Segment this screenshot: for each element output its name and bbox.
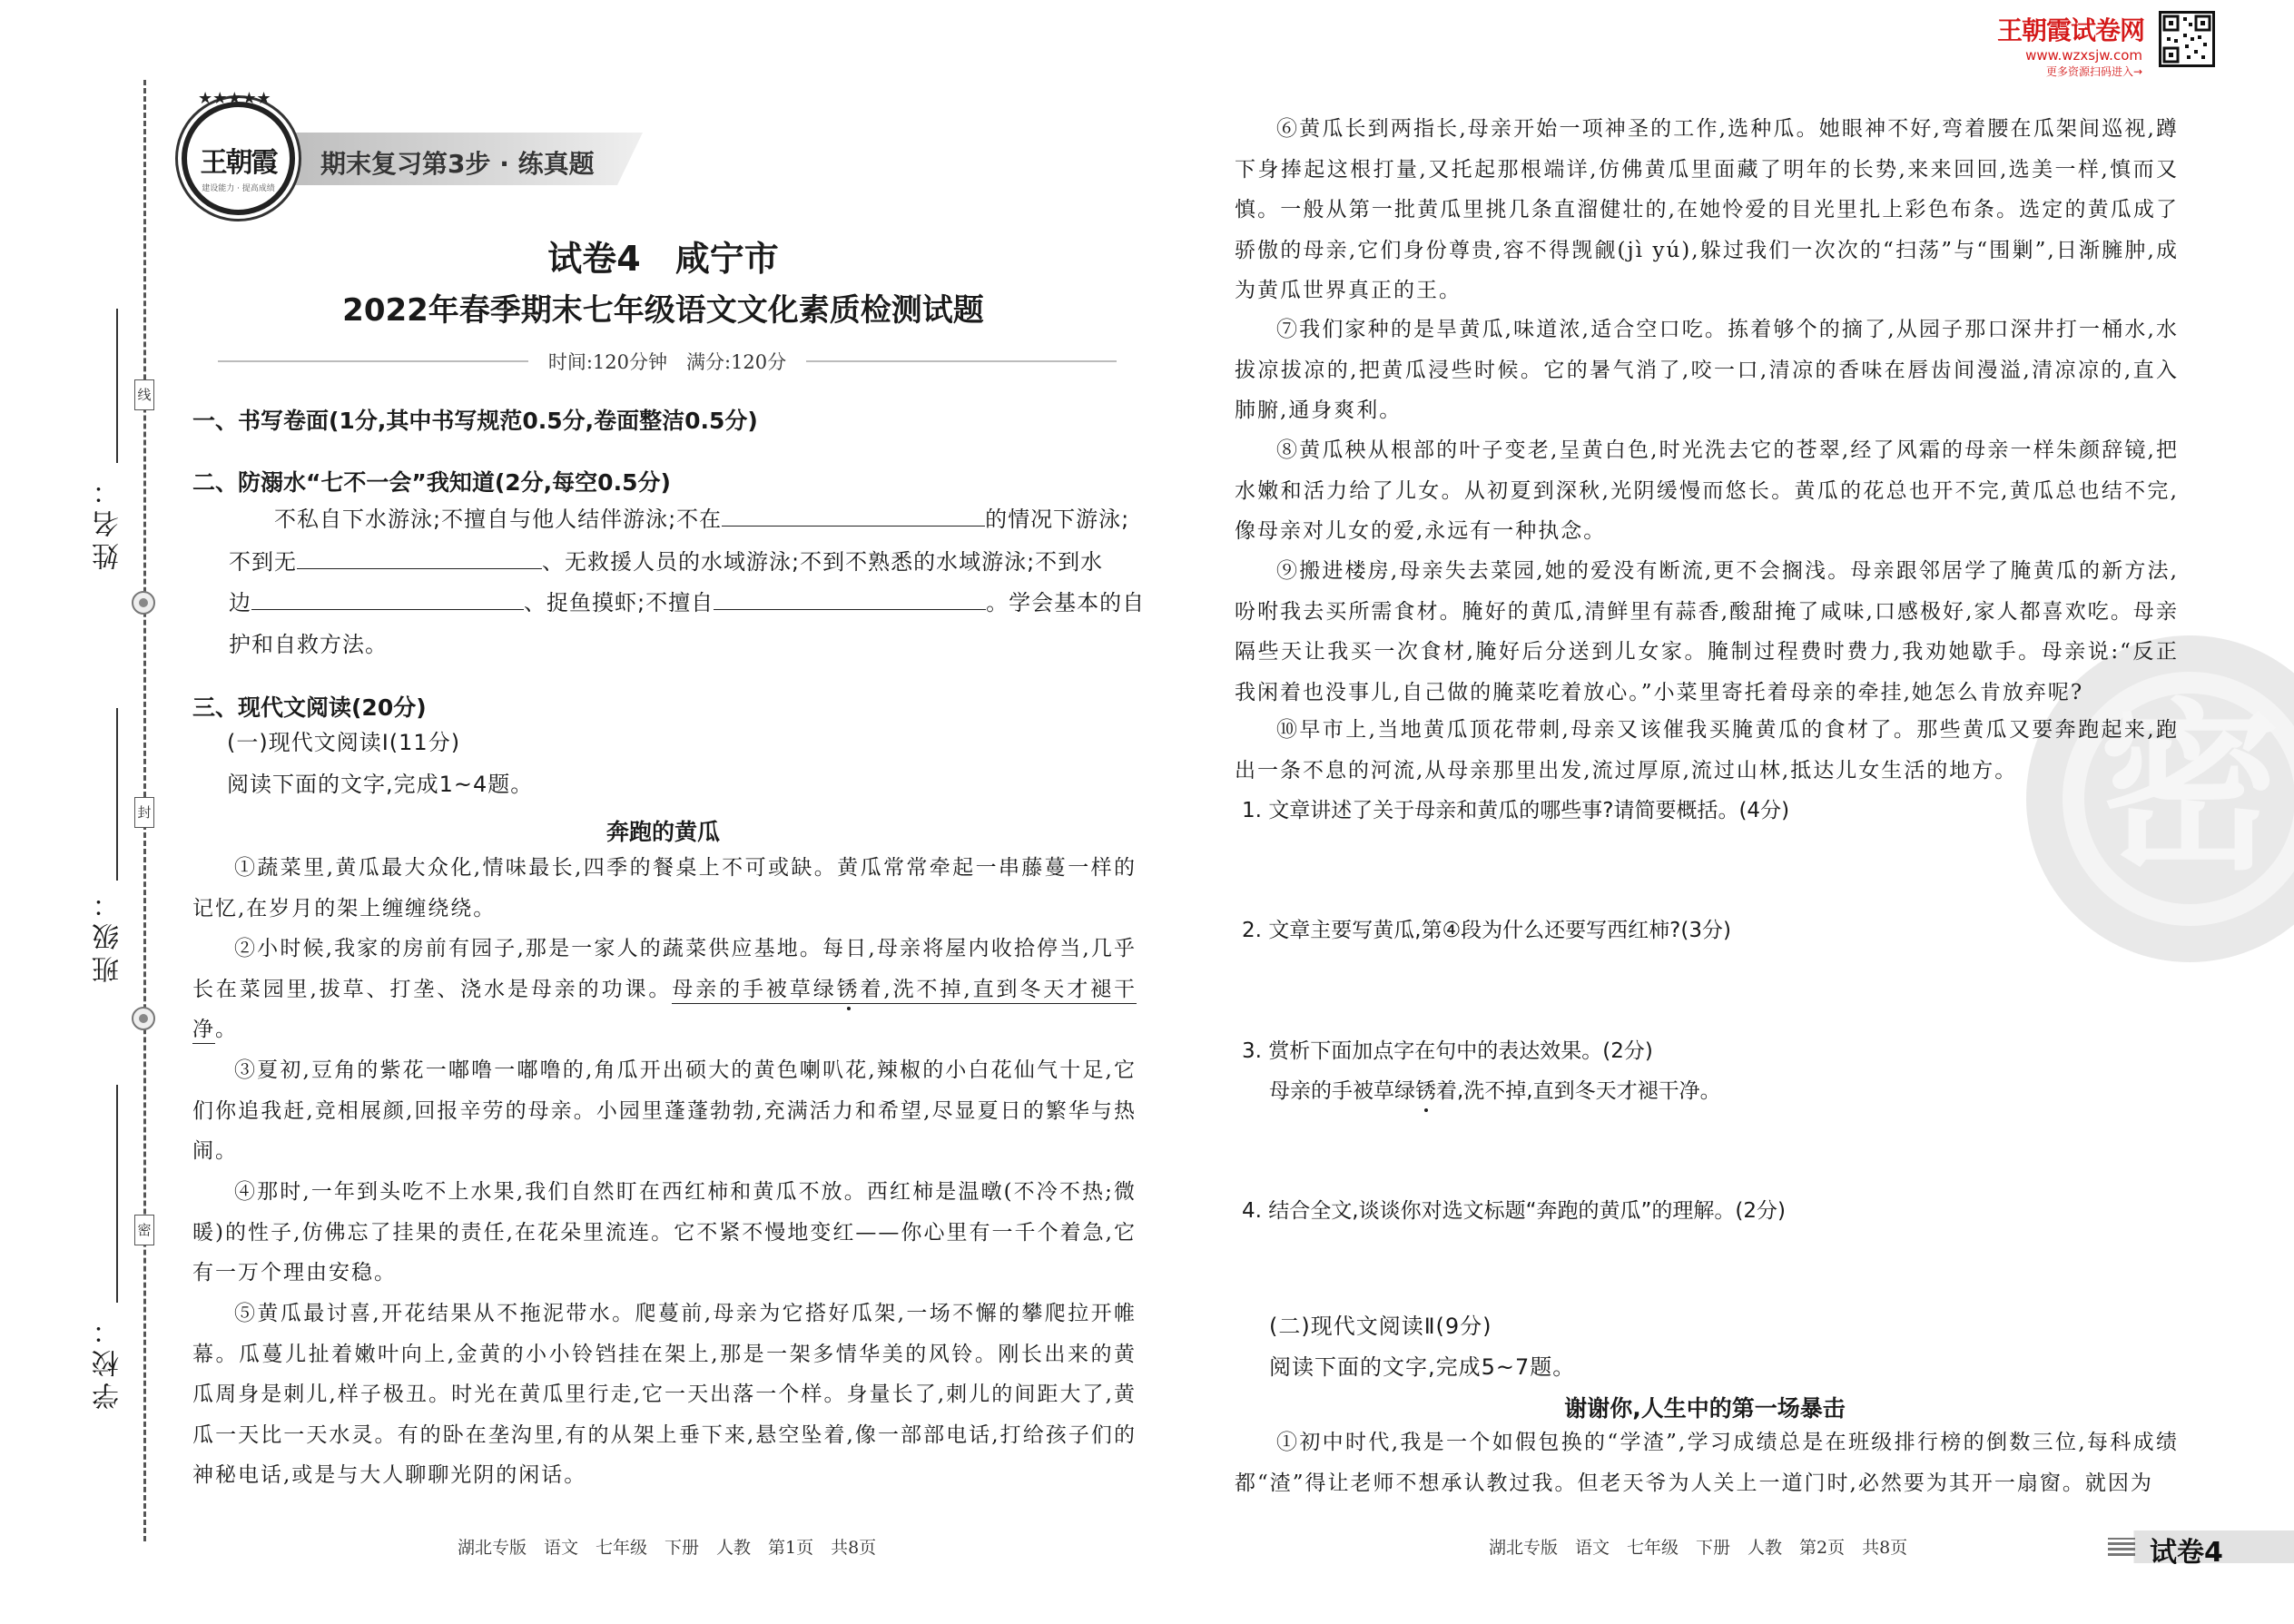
p2-dotted-char: 锈 bbox=[836, 977, 861, 1001]
fill-line-4: 护和自救方法。 bbox=[229, 632, 388, 657]
fill-blank-2[interactable] bbox=[297, 546, 542, 569]
fill-line-3 bbox=[229, 586, 1145, 619]
fill-text: 不私自下水游泳;不擅自与他人结伴游泳;不在 bbox=[274, 507, 723, 532]
p2-underlined-b: 着,洗不掉,直到冬天才褪干净 bbox=[192, 977, 1137, 1041]
name-label: 姓名： bbox=[93, 472, 124, 570]
article-1-p9: ⑨搬进楼房,母亲失去菜园,她的爱没有断流,更不会搁浅。母亲跟邻居学了腌黄瓜的新方法,吩咐我去买所需食材。腌好的黄瓜,清鲜里有蒜香,酸甜掩了咸味,口感极好,家人都喜欢吃。母亲隔些天让我买一次食材,腌好后分送到儿女家。腌制过程费时费力,我劝她歇手。母亲说:“反正我闲着也没事儿,自己做的腌菜吃着放心。”小菜里寄托着母亲的牵挂,她怎么肯放弃呢? bbox=[1235, 559, 2179, 704]
article-1-p2 bbox=[192, 929, 1137, 1050]
logo-subtext: 建设能力 · 提高成绩 bbox=[202, 184, 275, 193]
article-1-p5: ⑤黄瓜最讨喜,开花结果从不拖泥带水。爬蔓前,母亲为它搭好瓜架,一场不懈的攀爬拉开帷幕。瓜蔓儿扯着嫩叶向上,金黄的小小铃铛挂在架上,那是一架多情华美的风铃。刚长出来的黄瓜周身是刺儿,样子极丑。时光在黄瓜里行走,它一天出落一个样。身量长了,刺儿的间距大了,黄瓜一天比一天水灵。有的卧在垄沟里,有的从架上垂下来,悬空坠着,像一部部电话,打给孩子们的神秘电话,或是与大人聊聊光阴的闲话。 bbox=[192, 1302, 1137, 1487]
logo-stars-icon: ★★★★★ bbox=[198, 89, 271, 108]
reading-1-instruction: 阅读下面的文字,完成1~4题。 bbox=[227, 772, 534, 797]
fill-line-2 bbox=[229, 546, 1103, 578]
reading-2-heading: (二)现代文阅读Ⅱ(9分) bbox=[1269, 1314, 1492, 1339]
article-1-p8: ⑧黄瓜秧从根部的叶子变老,呈黄白色,时光洗去它的苍翠,经了风霜的母亲一样朱颜辞镜,把水嫩和活力给了儿女。从初夏到深秋,光阴缓慢而悠长。黄瓜的花总也开不完,黄瓜总也结不完,像母亲对儿女的爱,永远有一种执念。 bbox=[1235, 438, 2179, 543]
school-label: 学校： bbox=[93, 1312, 124, 1410]
binding-hole-icon bbox=[132, 591, 155, 615]
article-1-title: 奔跑的黄瓜 bbox=[605, 819, 720, 845]
logo-text: 王朝霞 bbox=[200, 147, 277, 179]
brand-tip: 更多资源扫码进入→ bbox=[2045, 65, 2142, 78]
step-banner-text: 期末复习第3步 · 练真题 bbox=[320, 149, 595, 179]
paper-number: 试卷4 bbox=[2150, 1537, 2223, 1569]
quote-c: 着,洗不掉,直到冬天才褪干净。 bbox=[1436, 1079, 1721, 1103]
brand-block[interactable] bbox=[1997, 11, 2145, 79]
exam-meta bbox=[218, 343, 1117, 379]
article-1-p10: ⑩早市上,当地黄瓜顶花带刺,母亲又该催我买腌黄瓜的食材了。那些黄瓜又要奔跑起来,跑出一条不息的河流,从母亲那里出发,流过厚原,流过山林,抵达儿女生活的地方。 bbox=[1235, 718, 2179, 782]
class-label: 班级： bbox=[93, 885, 124, 983]
section-1-heading: 一、书写卷面(1分,其中书写规范0.5分,卷面整洁0.5分) bbox=[192, 408, 758, 434]
fill-blank-1[interactable] bbox=[722, 503, 985, 527]
fill-line-1 bbox=[274, 503, 1129, 536]
article-1-p6: ⑥黄瓜长到两指长,母亲开始一项神圣的工作,选种瓜。她眼神不好,弯着腰在瓜架间巡视,蹲下身捧起这根打量,又托起那根端详,仿佛黄瓜里面藏了明年的长势,来来回回,选美一样,慎而又慎。一般从第一批黄瓜里挑几条直溜健壮的,在她怜爱的目光里扎上彩色布条。选定的黄瓜成了骄傲的母亲,它们身份尊贵,容不得觊觎(jì yú),躲过我们一次次的“扫荡”与“围剿”,日渐臃肿,成为黄瓜世界真正的王。 bbox=[1235, 117, 2179, 302]
article-2-p1: ①初中时代,我是一个如假包换的“学渣”,学习成绩总是在班级排行榜的倒数三位,每科成绩都“渣”得让老师不想承认教过我。但老天爷为人关上一道门时,必然要为其开一扇窗。就因为 bbox=[1235, 1431, 2179, 1495]
seal-char-xian: 线 bbox=[134, 379, 154, 410]
fill-blank-4[interactable] bbox=[714, 586, 986, 610]
watermark-glyph: 密 bbox=[2098, 684, 2280, 895]
question-3-quote bbox=[1269, 1074, 1721, 1104]
p2-end: 。 bbox=[215, 1018, 238, 1041]
article-1-p4: ④那时,一年到头吃不上水果,我们自然盯在西红柿和黄瓜不放。西红柿是温暾(不冷不热;微暖)的性子,仿佛忘了挂果的责任,在花朵里流连。它不紧不慢地变红——你心里有一千个着急,它有一万个理由安稳。 bbox=[192, 1180, 1137, 1284]
reading-2-instruction: 阅读下面的文字,完成5~7题。 bbox=[1269, 1354, 1576, 1380]
fill-text: 、捉鱼摸虾;不擅自 bbox=[524, 590, 714, 615]
exam-time-score: 时间:120分钟 满分:120分 bbox=[547, 351, 787, 373]
seal-char-feng: 封 bbox=[134, 797, 154, 828]
page-footer-left: 湖北专版 语文 七年级 下册 人教 第1页 共8页 bbox=[458, 1538, 877, 1558]
binding-hole-icon bbox=[132, 1007, 155, 1030]
fill-text: 不到无 bbox=[229, 549, 297, 575]
question-2: 2. 文章主要写黄瓜,第④段为什么还要写西红柿?(3分) bbox=[1242, 919, 1731, 942]
quote-a: 母亲的手被草绿 bbox=[1269, 1079, 1415, 1103]
article-1-p7: ⑦我们家种的是旱黄瓜,味道浓,适合空口吃。拣着够个的摘了,从园子那口深井打一桶水,水拔凉拔凉的,把黄瓜浸些时候。它的暑气消了,咬一口,清凉的香味在唇齿间漫溢,清凉凉的,直入肺腑,通身爽利。 bbox=[1235, 318, 2179, 422]
page-footer-right: 湖北专版 语文 七年级 下册 人教 第2页 共8页 bbox=[1489, 1538, 1908, 1558]
binding-margin bbox=[0, 0, 172, 1624]
publisher-logo bbox=[182, 102, 295, 215]
school-field[interactable] bbox=[116, 1085, 118, 1303]
fill-text: 。学会基本的自 bbox=[986, 590, 1146, 615]
paper-number-tag bbox=[2108, 1530, 2294, 1569]
fill-blank-3[interactable] bbox=[251, 586, 524, 610]
exam-title: 试卷4 咸宁市 bbox=[547, 239, 779, 279]
p2-underlined-a: 母亲的手被草绿 bbox=[672, 977, 837, 1001]
class-field[interactable] bbox=[116, 708, 118, 881]
exam-subtitle: 2022年春季期末七年级语文文化素质检测试题 bbox=[342, 292, 984, 329]
reading-1-heading: (一)现代文阅读Ⅰ(11分) bbox=[227, 730, 461, 755]
p2-text: ②小时候,我家的房前有园子,那是一家人的蔬菜供应基地。每日,母亲将屋内收拾停当,几乎长在菜园里,拔草、打垄、浇水是母亲的功课。 bbox=[192, 937, 1137, 1001]
fill-text: 边 bbox=[229, 590, 251, 615]
name-field[interactable] bbox=[116, 309, 118, 463]
seal-char-mi: 密 bbox=[134, 1215, 154, 1245]
qr-code-icon[interactable] bbox=[2159, 11, 2215, 67]
fill-text: 、无救援人员的水域游泳;不到不熟悉的水域游泳;不到水 bbox=[542, 549, 1104, 575]
hatch-icon bbox=[2108, 1538, 2135, 1556]
article-1-p1: ①蔬菜里,黄瓜最大众化,情味最长,四季的餐桌上不可或缺。黄瓜常常牵起一串藤蔓一样的记忆,在岁月的架上缠缠绕绕。 bbox=[192, 856, 1137, 920]
brand-url[interactable]: www.wzxsjw.com bbox=[2025, 47, 2142, 64]
divider bbox=[218, 360, 528, 362]
section-3-heading: 三、现代文阅读(20分) bbox=[192, 694, 427, 721]
divider bbox=[806, 360, 1117, 362]
article-1-p3: ③夏初,豆角的紫花一嘟噜一嘟噜的,角瓜开出硕大的黄色喇叭花,辣椒的小白花仙气十足,它们你追我赶,竞相展颜,回报辛劳的母亲。小园里蓬蓬勃勃,充满活力和希望,尽显夏日的繁华与热闹。 bbox=[192, 1058, 1137, 1163]
question-4: 4. 结合全文,谈谈你对选文标题“奔跑的黄瓜”的理解。(2分) bbox=[1242, 1199, 1786, 1223]
question-1: 1. 文章讲述了关于母亲和黄瓜的哪些事?请简要概括。(4分) bbox=[1242, 799, 1790, 822]
quote-dotted-char: 锈 bbox=[1415, 1079, 1436, 1103]
brand-name: 王朝霞试卷网 bbox=[1997, 15, 2145, 45]
article-2-title: 谢谢你,人生中的第一场暴击 bbox=[1564, 1395, 1846, 1422]
section-2-heading: 二、防溺水“七不一会”我知道(2分,每空0.5分) bbox=[192, 469, 671, 496]
fill-text: 的情况下游泳; bbox=[985, 507, 1130, 532]
question-3: 3. 赏析下面加点字在句中的表达效果。(2分) bbox=[1242, 1039, 1653, 1063]
